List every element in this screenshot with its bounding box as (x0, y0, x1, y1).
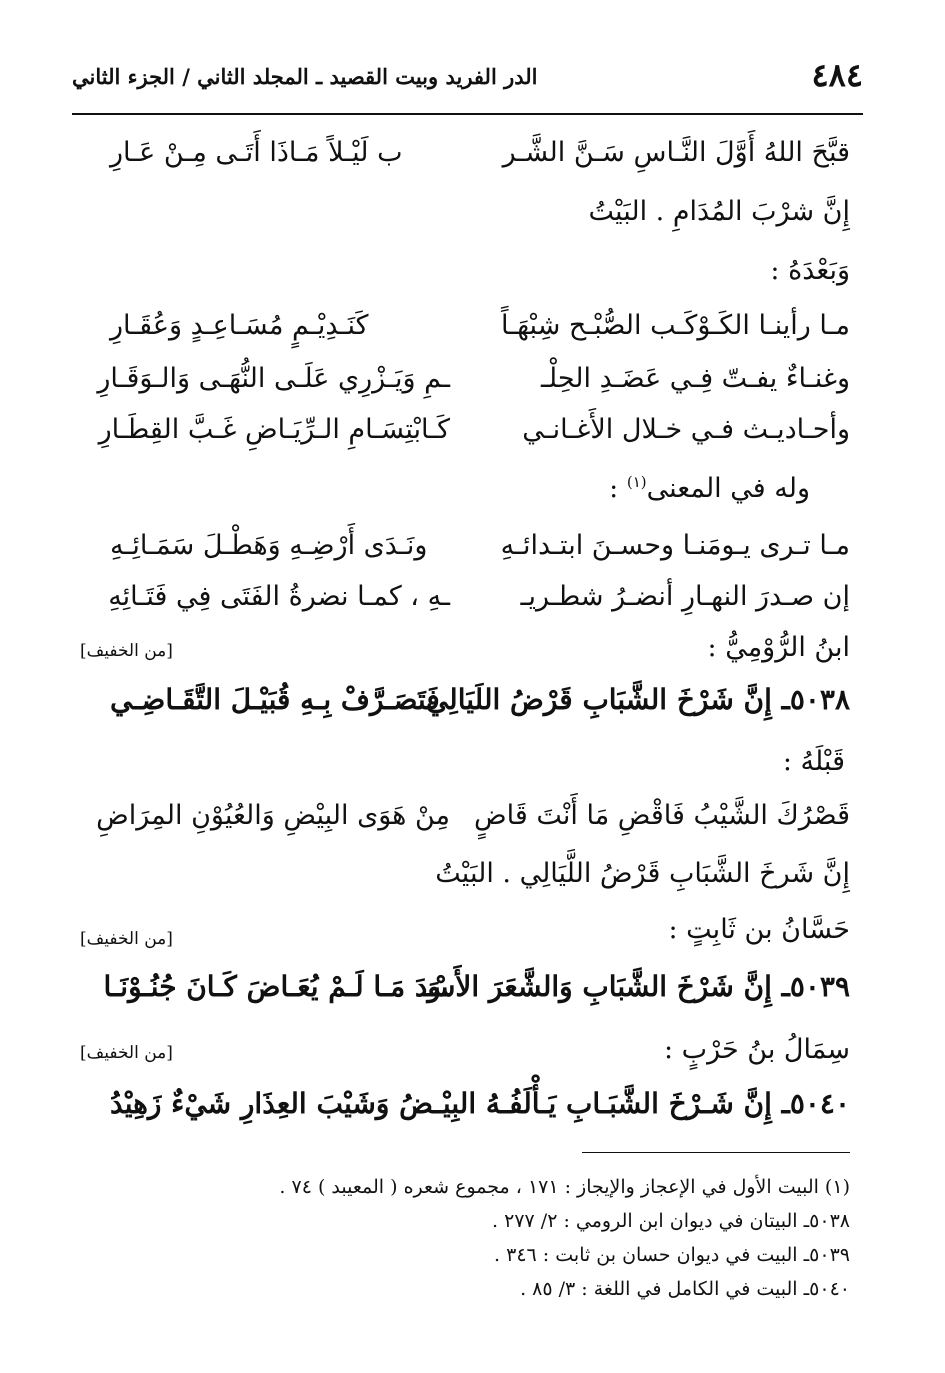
verse-5038-text: إِنَّ شَرْخَ الشَّبَابِ قَرْضُ اللَيَالِي (425, 683, 772, 716)
footnote-5038: ٥٠٣٨ـ البيتان في ديوان ابن الرومي : ٢/ ٢٧٧ . (492, 1210, 850, 1232)
text-line-sharb: إِنَّ شرْبَ المُدَامِ . البَيْتُ (588, 196, 850, 227)
meter-label-2: [من الخفيف] (80, 929, 173, 949)
verse-5038-second-hemistich: فَتَصَـرَّفْ بِـهِ قُبَيْـلَ التَّقَـاضِـي (110, 683, 440, 716)
footnote-marker: (١) (626, 473, 647, 491)
verse-5040-text: إِنَّ شَـرْخَ الشَّبَـابِ يَـأْلَفُـهُ البِيْـ (434, 1087, 772, 1120)
verse-5039-first-hemistich (423, 970, 850, 1003)
verse-1-first-hemistich: قبَّحَ اللهُ أَوَّلَ النَّـاسِ سَـنَّ الشَّـر (502, 137, 850, 168)
footnote-5039: ٥٠٣٩ـ البيت في ديوان حسان بن ثابت : ٣٤٦ . (494, 1244, 850, 1266)
verse-5040-second-hemistich: ـضُ وَشَيْبَ العِذَارِ شَيْءٌ زَهِيْدُ (110, 1087, 442, 1120)
meaning-colon: : (609, 473, 619, 504)
verse-7-first-hemistich: قَصْرُكَ الشَّيْبُ فَاقْضِ مَا أَنْتَ قَاضٍ (474, 800, 850, 831)
verse-2-first-hemistich: مـا رأينـا الكَـوْكَـب الصُّبْـح شِبْهَـاً (500, 310, 850, 341)
verse-7-second-hemistich: مِنْ هَوَى البِيْضِ وَالعُيُوْنِ المِرَاضِ (96, 800, 450, 831)
header-rule (72, 113, 863, 115)
poet-ibn-roomi: ابنُ الرُّوْمِيُّ : (707, 632, 850, 663)
verse-5-second-hemistich: ونَـدَى أَرْضِـهِ وَهَطْـلَ سَمَـائِـهِ (110, 530, 428, 561)
text-line-badahu: وَبَعْدَهُ : (770, 255, 850, 286)
verse-6-second-hemistich: ـهِ ، كمـا نضرةُ الفَتَى فِي فَتَـائِهِ (108, 581, 450, 612)
meter-label-3: [من الخفيف] (80, 1043, 173, 1063)
meaning-text: وله في المعنى (646, 473, 810, 504)
verse-3-first-hemistich: وغنـاءٌ يفـتّ فِـي عَضَـدِ الحِلْـ (541, 363, 850, 394)
verse-4-first-hemistich: وأحـاديـث فـي خـلال الأَغـانـي (522, 414, 850, 445)
verse-4-second-hemistich: كَـابْتِسَـامِ الـرِّيَـاضِ غَـبَّ القِطَـارِ (98, 414, 450, 445)
verse-5039-text: إِنَّ شَرْخَ الشَّبَابِ وَالشَّعَرَ الأَسْـ (423, 970, 772, 1003)
verse-5-first-hemistich: مـا تـرى يـومَنـا وحسـنَ ابتـدائـهِ (500, 530, 850, 561)
verse-5040-first-hemistich (434, 1087, 850, 1120)
page-number: ٤٨٤ (811, 56, 863, 94)
verse-1-second-hemistich: ب لَيْـلاً مَـاذَا أَتَـى مِـنْ عَـارِ (110, 137, 403, 168)
text-line-qablahu: قَبْلَهُ : (782, 746, 845, 777)
verse-2-second-hemistich: كَنَـدِيْـمٍ مُسَـاعِـدٍ وَعُقَـارِ (110, 310, 369, 341)
footnote-5040: ٥٠٤٠ـ البيت في الكامل في اللغة : ٣/ ٨٥ . (520, 1278, 850, 1300)
verse-3-second-hemistich: ـمِ وَيَـزْرِي عَلَـى النُّهَـى وَالـوَقَـارِ (97, 363, 450, 394)
text-line-bayt: إِنَّ شَرخَ الشَّبَابِ قَرْضُ اللَّيَالِي . البَيْتُ (435, 858, 850, 889)
verse-number-5040: ٥٠٤٠ـ (781, 1087, 850, 1120)
meter-label-1: [من الخفيف] (80, 641, 173, 661)
running-title: الدر الفريد وبيت القصيد ـ المجلد الثاني / الجزء الثاني (72, 64, 538, 89)
text-line-meaning (609, 473, 810, 504)
verse-6-first-hemistich: إن صـدرَ النهـارِ أنضـرُ شطـريـ (520, 581, 850, 612)
verse-5038-first-hemistich (425, 683, 850, 716)
footnote-1: (١) البيت الأول في الإعجاز والإيجاز : ١٧١ ، مجموع شعره ( المعيبد ) ٧٤ . (279, 1176, 850, 1198)
poet-simak: سِمَالُ بنُ حَرْبٍ : (664, 1034, 850, 1065)
page-header (72, 56, 863, 106)
verse-5039-second-hemistich: ـوَدَ مَـا لَـمْ يُعَـاضَ كَـانَ جُنُـوْنَـا (103, 970, 450, 1003)
verse-number-5038: ٥٠٣٨ـ (781, 683, 850, 716)
poet-hassan: حَسَّانُ بن ثَابِتٍ : (668, 914, 850, 945)
footnote-rule (582, 1152, 850, 1153)
verse-number-5039: ٥٠٣٩ـ (781, 970, 850, 1003)
